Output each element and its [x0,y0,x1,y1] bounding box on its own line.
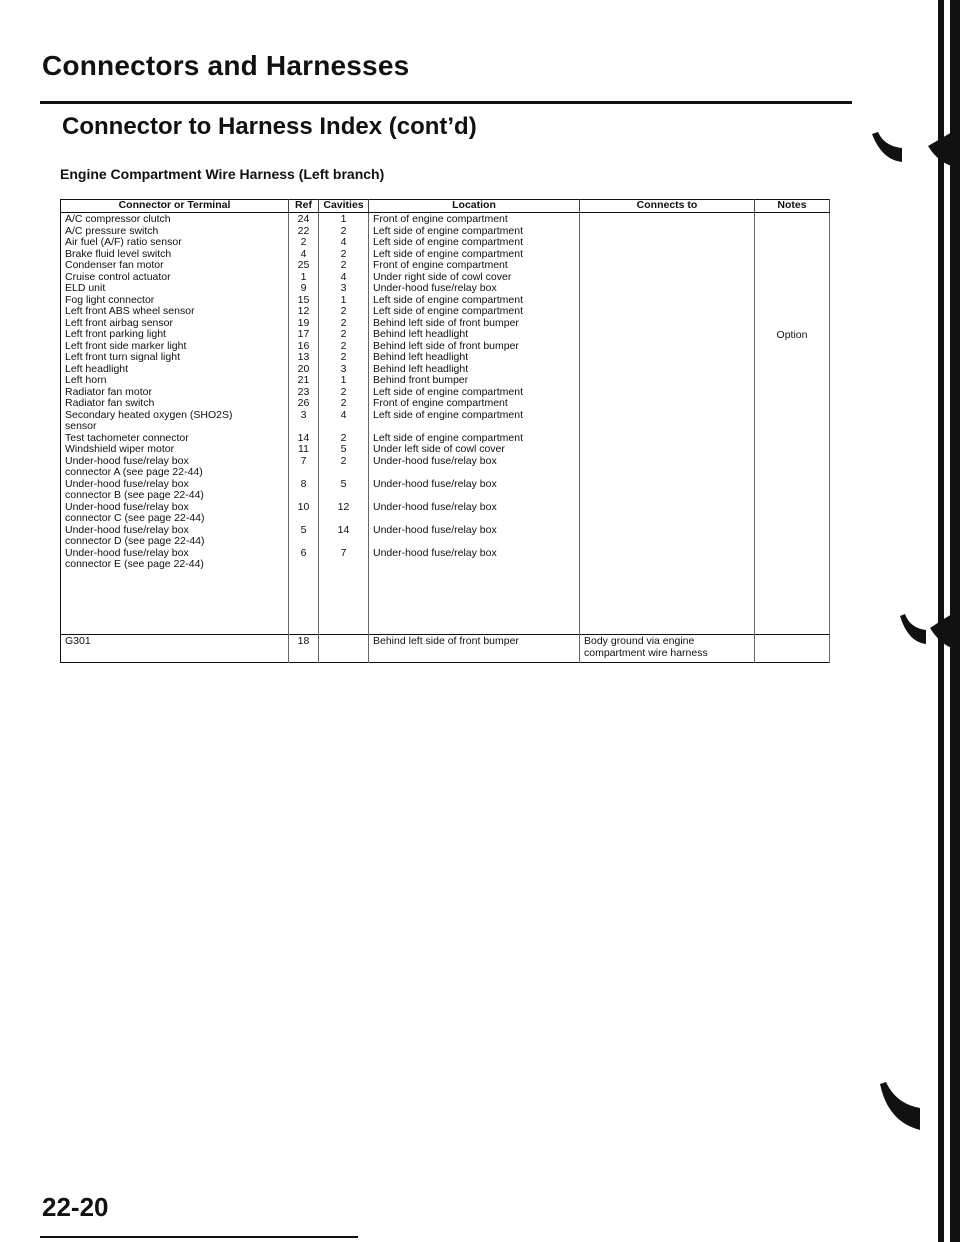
subsection-title: Engine Compartment Wire Harness (Left branch) [60,166,385,182]
page-number: 22-20 [42,1192,109,1222]
g301-cavities [319,635,369,663]
page-title: Connectors and Harnesses [42,50,410,81]
notes-cell [755,213,830,635]
g301-connects-to: Body ground via engine compartment wire harness [580,635,755,663]
table-header-row [61,200,830,213]
cavities-list: 1 2 4 2 2 4 3 1 2 2 2 2 2 3 1 2 2 4 2 5 2 5 12 14 7 [319,213,369,635]
column-header-connects-to: Connects to [580,200,755,213]
connects-to-list [580,213,755,635]
location-list: Front of engine compartment Left side of engine compartment Left side of engine compartment Left side of engine compartment Front of engine compartment Under right side of cowl cover Under-hood fuse/relay box Left side of engine compartment Left side of engine compartment Behind left side of front bumper Behind left headlight Behind left side of front bumper Behind left headlight Behind left headlight Behind front bumper Left side of engine compartment Front of engine compartment Left side of engine compartment Left side of engine compartment Under left side of cowl cover Under-hood fuse/relay box Under-hood fuse/relay box Under-hood fuse/relay box Under-hood fuse/relay box Under-hood fuse/relay box [369,213,580,635]
notes-spacer [759,226,825,319]
column-header-ref: Ref [289,200,319,213]
g301-notes [755,635,830,663]
column-header-connector: Connector or Terminal [61,200,289,213]
connector-list: A/C compressor clutch A/C pressure switch Air fuel (A/F) ratio sensor Brake fluid level switch Condenser fan motor Cruise control actuator ELD unit Fog light connector Left front ABS wheel sensor Left front airbag sensor Left front parking light Left front side marker light Left front turn signal light Left headlight Left horn Radiator fan motor Radiator fan switch Secondary heated oxygen (SHO2S) sensor Test tachometer connector Windshield wiper motor Under-hood fuse/relay box connector A (see page 22-44) Under-hood fuse/relay box connector B (see page 22-44) Under-hood fuse/relay box connector C (see page 22-44) Under-hood fuse/relay box connector D (see page 22-44) Under-hood fuse/relay box connector E (see page 22-44) [61,213,289,635]
g301-connector: G301 [61,635,289,663]
column-header-location: Location [369,200,580,213]
bottom-rule [40,1236,358,1238]
tab-marker-middle-icon [900,614,960,650]
notes-option: Option [776,329,808,341]
g301-location: Behind left side of front bumper [369,635,580,663]
connector-harness-table [60,199,830,663]
table-row-g301 [61,635,830,663]
tab-marker-bottom-icon [880,1082,950,1132]
ref-list: 24 22 2 4 25 1 9 15 12 19 17 16 13 20 21 23 26 3 14 11 7 8 10 5 6 [289,213,319,635]
g301-ref: 18 [289,635,319,663]
title-rule [40,101,852,104]
section-title: Connector to Harness Index (cont’d) [62,113,477,140]
table-row [61,213,830,635]
column-header-cavities: Cavities [319,200,369,213]
tab-marker-top-icon [872,132,960,168]
column-header-notes: Notes [755,200,830,213]
